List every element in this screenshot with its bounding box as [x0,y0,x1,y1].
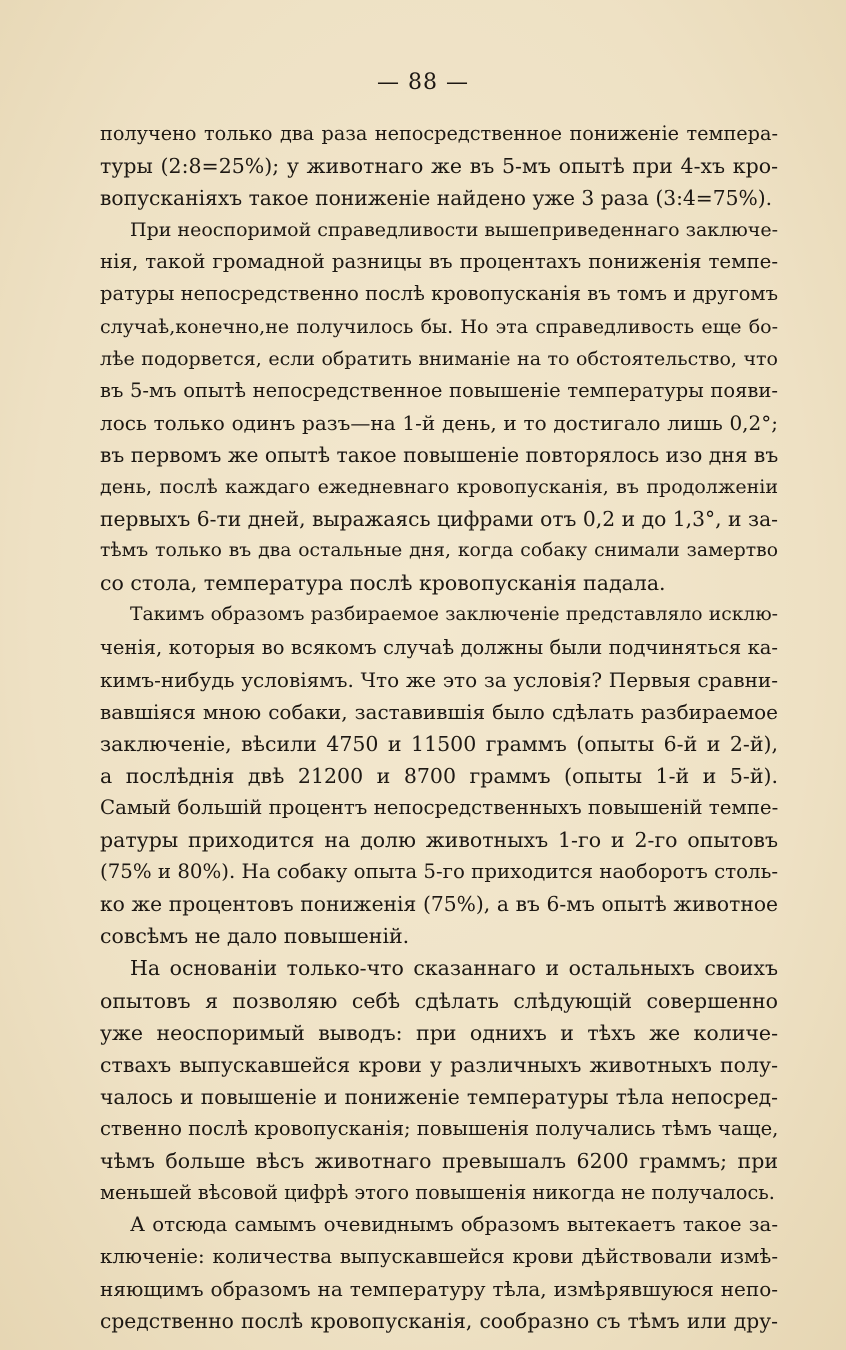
text-line: кимъ-нибудь условіямъ. Что же это за условія? Первыя сравни- [100,667,778,692]
text-line: совсѣмъ не дало повышеній. [100,924,410,949]
text-line: (75% и 80%). На собаку опыта 5-го приходится наоборотъ столь- [100,860,778,884]
text-line: первыхъ 6-ти дней, выражаясь цифрами отъ 0,2 и до 1,3°, и за- [100,507,778,532]
text-line: ратуры приходится на долю животныхъ 1-го и 2-го опытовъ [100,828,778,853]
text-line: ченія, которыя во всякомъ случаѣ должны были подчиняться ка- [100,635,778,659]
text-line: Самый большій процентъ непосредственныхъ повышеній темпе- [100,795,779,819]
text-line: чалось и повышеніе и пониженіе температуры тѣла непосред- [100,1084,778,1109]
text-line: ственно послѣ кровопусканія; повышенія получались тѣмъ чаще, [100,1116,779,1140]
text-line: При неоспоримой справедливости вышеприведеннаго заключе- [130,219,779,242]
text-line: тѣмъ только въ два остальные дня, когда собаку снимали замертво [100,540,778,562]
text-line: нія, такой громадной разницы въ процентахъ пониженія темпе- [100,250,778,274]
page-number: — 88 — [377,70,469,95]
text-line: вопусканіяхъ такое пониженіе найдено уже 3 раза (3:4=75%). [100,186,773,211]
text-line: Такимъ образомъ разбираемое заключеніе представляло исклю- [130,604,778,626]
text-line: получено только два раза непосредственное пониженіе темпера- [100,122,778,145]
text-line: ко же процентовъ пониженія (75%), а въ 6-мъ опытѣ животное [100,892,778,917]
text-line: А отсюда самымъ очевиднымъ образомъ вытекаетъ такое за- [130,1213,778,1237]
text-line: ратуры непосредственно послѣ кровопусканія въ томъ и другомъ [100,282,778,306]
text-line: ключеніе: количества выпускавшейся крови дѣйствовали измѣ- [100,1245,778,1269]
text-line: средственно послѣ кровопусканія, сообразно съ тѣмъ или дру- [100,1309,778,1334]
text-line: На основаніи только-что сказаннаго и остальныхъ своихъ [130,956,778,981]
text-line: а послѣднія двѣ 21200 и 8700 граммъ (опыты 1-й и 5-й). [100,763,778,788]
text-line: вавшіяся мною собаки, заставившія было сдѣлать разбираемое [100,699,778,724]
text-line: ствахъ выпускавшейся крови у различныхъ животныхъ полу- [100,1052,778,1077]
text-line: заключеніе, вѣсили 4750 и 11500 граммъ (опыты 6-й и 2-й), [100,731,778,756]
text-line: со стола, температура послѣ кровопусканія падала. [100,571,666,596]
text-line: лось только одинъ разъ—на 1-й день, и то достигало лишь 0,2°; [100,410,778,435]
text-line: уже неоспоримый выводъ: при однихъ и тѣхъ же количе- [100,1020,778,1045]
text-line: няющимъ образомъ на температуру тѣла, измѣрявшуюся непо- [100,1277,778,1302]
text-line: случаѣ,конечно,не получилось бы. Но эта справедливость еще бо- [100,315,778,338]
body-text [100,118,778,1338]
text-line: опытовъ я позволяю себѣ сдѣлать слѣдующій совершенно [100,988,778,1013]
text-line: въ 5-мъ опытѣ непосредственное повышеніе температуры появи- [100,378,778,402]
text-line: лѣе подорвется, если обратить вниманіе на то обстоятельство, что [100,347,778,370]
text-line: въ первомъ же опытѣ такое повышеніе повторялось изо дня въ [100,442,779,467]
text-line: чѣмъ больше вѣсъ животнаго превышалъ 6200 граммъ; при [100,1149,778,1173]
text-line: день, послѣ каждаго ежедневнаго кровопусканія, въ продолженіи [100,476,778,499]
text-line: туры (2:8=25%); у животнаго же въ 5-мъ опытѣ при 4-хъ кро- [100,154,778,179]
text-line: меньшей вѣсовой цифрѣ этого повышенія никогда не получалось. [100,1181,775,1205]
